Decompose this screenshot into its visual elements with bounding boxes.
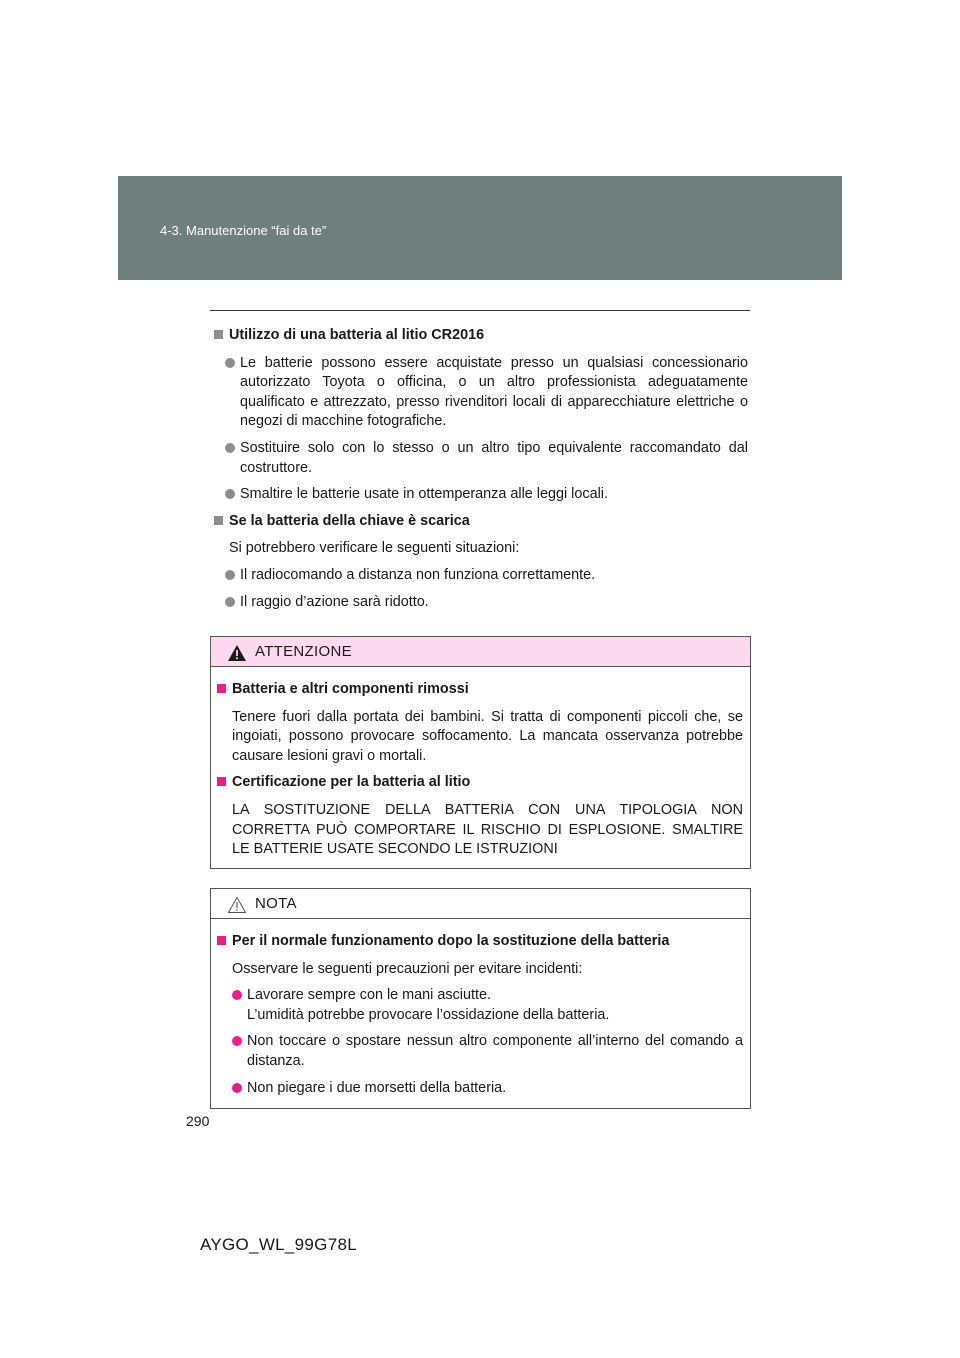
square-bullet-icon — [217, 936, 226, 945]
round-bullet-icon — [232, 990, 242, 1000]
note-heading: Per il normale funzionamento dopo la sostituzione della batteria — [217, 932, 743, 952]
paragraph: Tenere fuori dalla portata dei bambini. Si tratta di componenti piccoli che, se ingoiati, possono provocare soffocamento. La mancata osservanza potrebbe causare lesioni gravi o mortali. — [232, 708, 743, 764]
paragraph: Osservare le seguenti precauzioni per evitare incidenti: — [232, 960, 583, 977]
section-heading: Utilizzo di una batteria al litio CR2016 — [214, 326, 748, 346]
round-bullet-icon — [225, 443, 235, 453]
square-bullet-icon — [214, 516, 223, 525]
page-number: 290 — [186, 1113, 210, 1129]
square-bullet-icon — [217, 777, 226, 786]
list-item: Il raggio d’azione sarà ridotto. — [214, 593, 748, 613]
note-title: NOTA — [255, 895, 297, 912]
header-band — [118, 176, 842, 280]
paragraph: Si potrebbero verificare le seguenti situazioni: — [229, 540, 520, 557]
main-content — [214, 326, 748, 619]
note-box-header — [211, 889, 750, 919]
warning-box-header — [211, 637, 750, 667]
list-item: Sostituire solo con lo stesso o un altro tipo equivalente raccomandato dal costruttore. — [214, 439, 748, 478]
warning-triangle-icon — [227, 644, 247, 662]
section-title: 4-3. Manutenzione “fai da te” — [160, 223, 327, 238]
round-bullet-icon — [225, 489, 235, 499]
square-bullet-icon — [217, 684, 226, 693]
warning-title: ATTENZIONE — [255, 643, 352, 660]
round-bullet-icon — [232, 1083, 242, 1093]
warning-heading: Certificazione per la batteria al litio — [217, 773, 743, 793]
round-bullet-icon — [225, 358, 235, 368]
round-bullet-icon — [225, 570, 235, 580]
warning-box — [210, 636, 751, 869]
note-body — [211, 919, 750, 1113]
warning-triangle-outline-icon — [227, 896, 247, 914]
round-bullet-icon — [232, 1036, 242, 1046]
document-code: AYGO_WL_99G78L — [200, 1235, 357, 1254]
list-item: Non piegare i due morsetti della batteria. — [217, 1079, 743, 1099]
note-box — [210, 888, 751, 1109]
list-item: Non toccare o spostare nessun altro componente all’interno del comando a distanza. — [217, 1032, 743, 1071]
warning-body — [211, 667, 750, 875]
list-item: Smaltire le batterie usate in ottemperanza alle leggi locali. — [214, 485, 748, 505]
divider — [210, 310, 750, 311]
square-bullet-icon — [214, 330, 223, 339]
list-item: Le batterie possono essere acquistate presso un qualsiasi concessionario autorizzato Toyota o officina, o un altro professionista adeguatamente qualificato e attrezzato, presso rivenditori locali di apparecchiature elettriche o negozi di macchine fotografiche. — [214, 354, 748, 432]
warning-heading: Batteria e altri componenti rimossi — [217, 680, 743, 700]
list-item: Il radiocomando a distanza non funziona correttamente. — [214, 566, 748, 586]
list-item: Lavorare sempre con le mani asciutte. L’umidità potrebbe provocare l’ossidazione della batteria. — [217, 986, 743, 1025]
paragraph: LA SOSTITUZIONE DELLA BATTERIA CON UNA TIPOLOGIA NON CORRETTA PUÒ COMPORTARE IL RISCHIO DI ESPLOSIONE. SMALTIRE LE BATTERIE USATE SECONDO LE ISTRUZIONI — [232, 801, 743, 858]
round-bullet-icon — [225, 597, 235, 607]
section-heading: Se la batteria della chiave è scarica — [214, 512, 748, 532]
